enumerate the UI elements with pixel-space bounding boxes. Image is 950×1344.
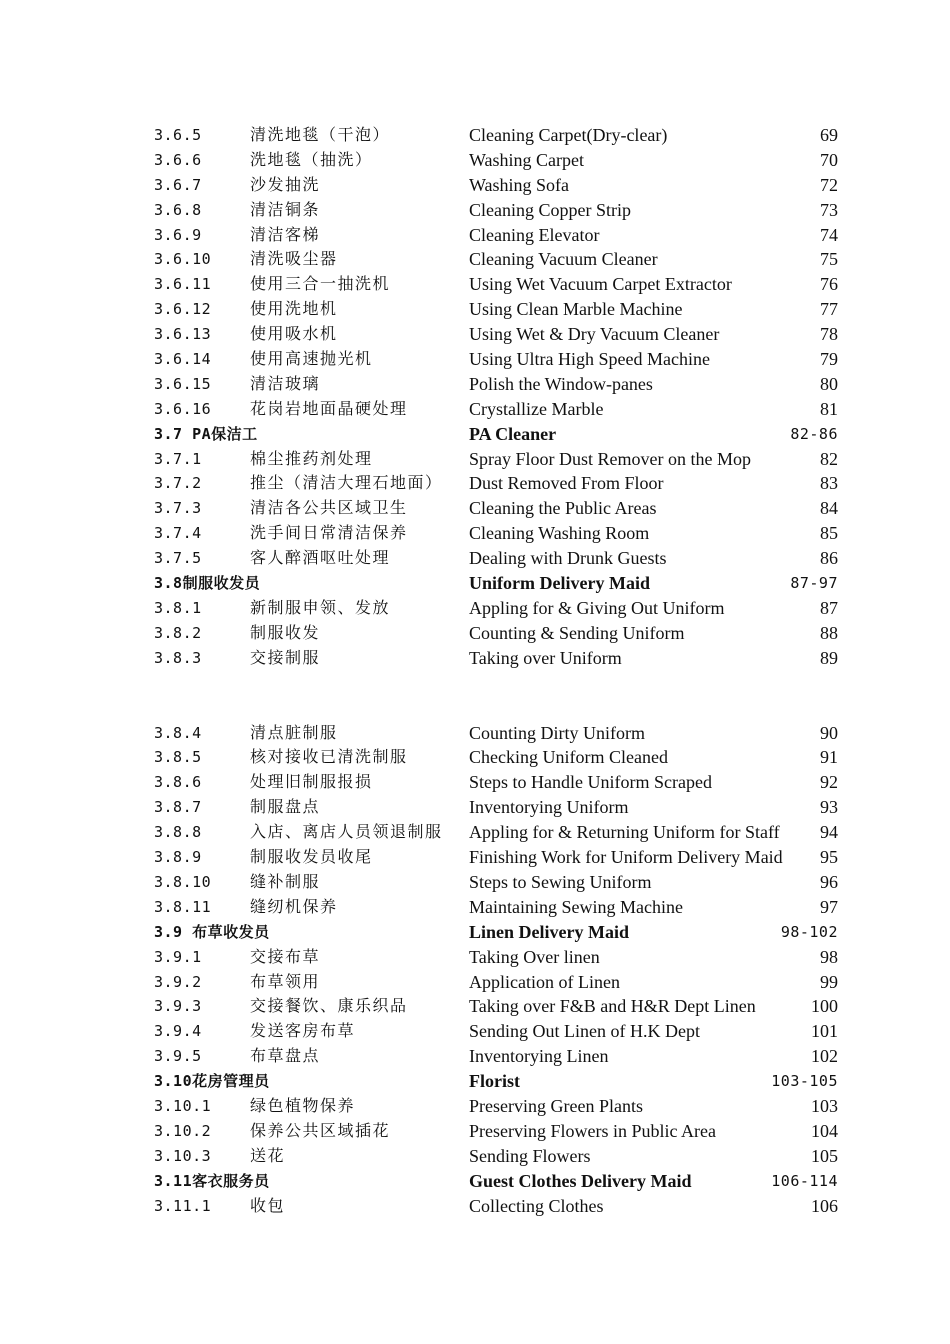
- toc-entry-chinese-title: 洗地毯（抽洗）: [250, 149, 373, 169]
- page-gap: [0, 671, 950, 721]
- toc-entry-chinese-title: 布草盘点: [250, 1046, 321, 1066]
- toc-entry-english-title: Washing Carpet: [469, 149, 585, 170]
- toc-entry-english-title: Cleaning Vacuum Cleaner: [469, 249, 658, 270]
- toc-entry-english-title: Steps to Sewing Uniform: [469, 871, 652, 892]
- toc-entry-number: 3.7.3: [154, 499, 202, 518]
- toc-entry: [0, 646, 950, 671]
- toc-entry-english-title: Taking over Uniform: [469, 647, 622, 668]
- toc-entry-page: 93: [820, 797, 838, 818]
- toc-entry-page: 82: [820, 448, 838, 469]
- toc-entry: [0, 970, 950, 995]
- toc-entry-number: 3.9 布草收发员: [154, 922, 270, 941]
- toc-entry: [0, 1044, 950, 1069]
- toc-entry: [0, 297, 950, 322]
- toc-entry-page: 106-114: [771, 1171, 838, 1190]
- toc-entry-chinese-title: 清洁客梯: [250, 224, 321, 244]
- toc-entry-chinese-title: 制服盘点: [250, 797, 321, 817]
- toc-entry-chinese-title: 沙发抽洗: [250, 174, 321, 194]
- toc-entry: [0, 123, 950, 148]
- toc-entry-page: 88: [820, 622, 838, 643]
- toc-entry-number: 3.8制服收发员: [154, 574, 261, 593]
- toc-entry-chinese-title: 清洗吸尘器: [250, 249, 338, 269]
- toc-entry: [0, 770, 950, 795]
- toc-entry-page: 100: [811, 996, 838, 1017]
- toc-entry-english-title: Washing Sofa: [469, 174, 570, 195]
- toc-entry: [0, 994, 950, 1019]
- toc-entry-english-title: Crystallize Marble: [469, 398, 604, 419]
- toc-entry-number: 3.8.1: [154, 598, 202, 617]
- toc-entry: [0, 521, 950, 546]
- toc-section-heading: [0, 1169, 950, 1194]
- toc-entry-page: 98: [820, 946, 838, 967]
- toc-entry-english-title: Appling for & Returning Uniform for Staff: [469, 822, 780, 843]
- toc-entry-page: 106: [811, 1195, 838, 1216]
- toc-entry: [0, 397, 950, 422]
- toc-entry-english-title: Cleaning Elevator: [469, 224, 600, 245]
- toc-entry-chinese-title: 清洁各公共区域卫生: [250, 498, 408, 518]
- toc-entry: [0, 845, 950, 870]
- toc-entry-page: 75: [820, 249, 838, 270]
- toc-entry-number: 3.6.11: [154, 275, 212, 294]
- toc-entry-page: 95: [820, 847, 838, 868]
- toc-entry-page: 103-105: [771, 1072, 838, 1091]
- toc-entry-number: 3.10.3: [154, 1146, 212, 1165]
- toc-entry-chinese-title: 使用吸水机: [250, 324, 338, 344]
- toc-entry: [0, 596, 950, 621]
- toc-entry-page: 91: [820, 747, 838, 768]
- toc-entry: [0, 820, 950, 845]
- toc-entry-number: 3.10.1: [154, 1096, 212, 1115]
- toc-entry-number: 3.11客衣服务员: [154, 1171, 270, 1190]
- toc-entry-english-title: Counting Dirty Uniform: [469, 722, 645, 743]
- toc-entry-number: 3.10.2: [154, 1121, 212, 1140]
- toc-entry-english-title: Application of Linen: [469, 971, 620, 992]
- toc-entry-chinese-title: 洗手间日常清洁保养: [250, 523, 408, 543]
- toc-entry-chinese-title: 绿色植物保养: [250, 1095, 356, 1115]
- toc-section-heading: [0, 571, 950, 596]
- toc-section-heading: [0, 1069, 950, 1094]
- toc-entry-english-title: Dust Removed From Floor: [469, 473, 664, 494]
- toc-entry-page: 87-97: [790, 574, 838, 593]
- toc-entry-chinese-title: 核对接收已清洗制服: [250, 747, 408, 767]
- toc-entry-page: 72: [820, 174, 838, 195]
- toc-entry-page: 85: [820, 523, 838, 544]
- toc-entry: [0, 272, 950, 297]
- toc-entry-english-title: Maintaining Sewing Machine: [469, 896, 683, 917]
- toc-entry-english-title: Using Wet Vacuum Carpet Extractor: [469, 274, 732, 295]
- toc-entry-english-title: Sending Out Linen of H.K Dept: [469, 1021, 700, 1042]
- toc-entry-number: 3.9.3: [154, 997, 202, 1016]
- toc-entry-page: 74: [820, 224, 838, 245]
- toc-entry-chinese-title: 入店、离店人员领退制服: [250, 822, 443, 842]
- toc-entry-page: 73: [820, 199, 838, 220]
- toc-entry: [0, 870, 950, 895]
- toc-entry-chinese-title: 制服收发: [250, 622, 321, 642]
- toc-entry-english-title: Cleaning Washing Room: [469, 523, 650, 544]
- toc-entry-chinese-title: 制服收发员收尾: [250, 847, 373, 867]
- toc-entry: [0, 496, 950, 521]
- toc-entry-chinese-title: 清点脏制服: [250, 722, 338, 742]
- toc-entry-chinese-title: 收包: [250, 1195, 286, 1215]
- toc-entry-number: 3.9.4: [154, 1022, 202, 1041]
- toc-entry-page: 97: [820, 896, 838, 917]
- toc-entry-number: 3.6.5: [154, 126, 202, 144]
- toc-entry-english-title: Preserving Green Plants: [469, 1095, 643, 1116]
- toc-entry: [0, 372, 950, 397]
- toc-section-heading: [0, 422, 950, 447]
- toc-entry: [0, 895, 950, 920]
- toc-entry-page: 105: [811, 1145, 838, 1166]
- toc-entry-number: 3.7.5: [154, 549, 202, 568]
- toc-entry-english-title: Inventorying Linen: [469, 1046, 609, 1067]
- toc-entry-english-title: Using Clean Marble Machine: [469, 299, 683, 320]
- toc-entry-english-title: Linen Delivery Maid: [469, 921, 629, 942]
- toc-entry-chinese-title: 清洗地毯（干泡）: [250, 125, 391, 144]
- toc-entry-chinese-title: 推尘（清洁大理石地面）: [250, 473, 443, 493]
- toc-entry-number: 3.6.8: [154, 200, 202, 219]
- toc-entry-page: 104: [811, 1120, 838, 1141]
- toc-entry-number: 3.7.1: [154, 449, 202, 468]
- toc-entry-page: 94: [820, 822, 838, 843]
- toc-entry-english-title: Counting & Sending Uniform: [469, 622, 685, 643]
- toc-entry-page: 90: [820, 722, 838, 743]
- toc-entry-page: 99: [820, 971, 838, 992]
- toc-entry-number: 3.8.3: [154, 648, 202, 667]
- toc-entry-english-title: Cleaning Copper Strip: [469, 199, 631, 220]
- toc-entry-number: 3.8.2: [154, 623, 202, 642]
- toc-entry-number: 3.6.12: [154, 300, 212, 319]
- toc-entry-english-title: Taking over F&B and H&R Dept Linen: [469, 996, 756, 1017]
- toc-entry-page: 83: [820, 473, 838, 494]
- toc-entry-page: 89: [820, 647, 838, 668]
- toc-entry-number: 3.11.1: [154, 1196, 212, 1215]
- toc-entry-number: 3.8.5: [154, 748, 202, 767]
- toc-entry-page: 98-102: [780, 922, 838, 941]
- toc-section-heading: [0, 920, 950, 945]
- toc-entry-page: 77: [820, 299, 838, 320]
- toc-entry: [0, 945, 950, 970]
- toc-entry-page: 101: [811, 1021, 838, 1042]
- toc-entry: [0, 745, 950, 770]
- toc-entry-chinese-title: 清洁铜条: [250, 199, 321, 219]
- toc-entry: [0, 546, 950, 571]
- toc-entry-chinese-title: 花岗岩地面晶硬处理: [250, 398, 408, 418]
- toc-entry-chinese-title: 发送客房布草: [250, 1021, 356, 1041]
- toc-entry: [0, 471, 950, 496]
- toc-entry-chinese-title: 交接餐饮、康乐织品: [250, 996, 408, 1016]
- toc-entry-number: 3.8.4: [154, 723, 202, 742]
- toc-entry-english-title: Using Ultra High Speed Machine: [469, 349, 710, 370]
- toc-entry-number: 3.10花房管理员: [154, 1072, 270, 1091]
- toc-entry-number: 3.6.10: [154, 250, 212, 269]
- toc-entry-english-title: Using Wet & Dry Vacuum Cleaner: [469, 324, 720, 345]
- toc-entry-english-title: Appling for & Giving Out Uniform: [469, 597, 725, 618]
- toc-entry-page: 87: [820, 597, 838, 618]
- toc-entry: [0, 447, 950, 472]
- toc-entry-page: 78: [820, 324, 838, 345]
- toc-entry-number: 3.8.10: [154, 872, 212, 891]
- toc-entry-chinese-title: 布草领用: [250, 971, 321, 991]
- toc-entry-page: 96: [820, 871, 838, 892]
- toc-entry-chinese-title: 送花: [250, 1145, 286, 1165]
- toc-entry-chinese-title: 棉尘推药剂处理: [250, 448, 373, 468]
- toc-entry: [0, 721, 950, 746]
- toc-entry-number: 3.6.7: [154, 175, 202, 194]
- toc-entry-chinese-title: 新制服申领、发放: [250, 597, 391, 617]
- toc-entry-english-title: Finishing Work for Uniform Delivery Maid: [469, 847, 783, 868]
- toc-entry-number: 3.6.13: [154, 325, 212, 344]
- toc-entry-number: 3.8.9: [154, 848, 202, 867]
- toc-entry: [0, 1094, 950, 1119]
- toc-entry-english-title: Checking Uniform Cleaned: [469, 747, 668, 768]
- toc-entry-page: 79: [820, 349, 838, 370]
- toc-entry-number: 3.7.2: [154, 474, 202, 493]
- table-of-contents: [0, 123, 950, 1218]
- toc-entry-english-title: Sending Flowers: [469, 1145, 591, 1166]
- toc-entry-english-title: Dealing with Drunk Guests: [469, 548, 667, 569]
- toc-entry-number: 3.8.6: [154, 773, 202, 792]
- toc-entry: [0, 1144, 950, 1169]
- toc-entry: [0, 1019, 950, 1044]
- toc-entry-page: 102: [811, 1046, 838, 1067]
- toc-entry-english-title: Inventorying Uniform: [469, 797, 629, 818]
- toc-entry: [0, 1119, 950, 1144]
- toc-entry-chinese-title: 缝纫机保养: [250, 896, 338, 916]
- toc-entry-english-title: Taking Over linen: [469, 946, 600, 967]
- toc-entry-number: 3.6.14: [154, 350, 212, 369]
- toc-entry-number: 3.9.5: [154, 1047, 202, 1066]
- toc-entry-page: 82-86: [790, 424, 838, 443]
- toc-entry-page: 69: [820, 125, 838, 145]
- toc-entry-chinese-title: 缝补制服: [250, 871, 321, 891]
- toc-entry-chinese-title: 清洁玻璃: [250, 373, 321, 393]
- toc-entry-number: 3.9.1: [154, 947, 202, 966]
- toc-entry-english-title: Collecting Clothes: [469, 1195, 604, 1216]
- toc-entry: [0, 247, 950, 272]
- toc-entry-number: 3.6.9: [154, 225, 202, 244]
- toc-entry-english-title: Preserving Flowers in Public Area: [469, 1120, 716, 1141]
- toc-entry-english-title: Spray Floor Dust Remover on the Mop: [469, 448, 751, 469]
- toc-group-1: [0, 123, 950, 671]
- toc-entry: [0, 322, 950, 347]
- toc-entry-number: 3.7.4: [154, 524, 202, 543]
- toc-entry-page: 92: [820, 772, 838, 793]
- toc-entry-number: 3.9.2: [154, 972, 202, 991]
- toc-entry-chinese-title: 处理旧制服报损: [250, 772, 373, 792]
- toc-entry-english-title: Uniform Delivery Maid: [469, 573, 650, 594]
- toc-entry-english-title: Polish the Window-panes: [469, 373, 653, 394]
- toc-entry-english-title: Cleaning Carpet(Dry-clear): [469, 125, 668, 145]
- toc-entry: [0, 795, 950, 820]
- toc-entry: [0, 1194, 950, 1219]
- toc-entry-english-title: Guest Clothes Delivery Maid: [469, 1170, 692, 1191]
- toc-entry-number: 3.6.6: [154, 150, 202, 169]
- toc-entry-english-title: PA Cleaner: [469, 423, 557, 444]
- toc-entry-page: 84: [820, 498, 838, 519]
- toc-entry-number: 3.8.8: [154, 823, 202, 842]
- toc-entry-chinese-title: 使用洗地机: [250, 299, 338, 319]
- toc-entry: [0, 347, 950, 372]
- toc-entry-chinese-title: 保养公共区域插花: [250, 1120, 391, 1140]
- toc-entry: [0, 173, 950, 198]
- toc-entry-number: 3.7 PA保洁工: [154, 424, 258, 443]
- toc-entry-english-title: Florist: [469, 1071, 520, 1092]
- toc-entry: [0, 223, 950, 248]
- toc-entry: [0, 621, 950, 646]
- toc-entry: [0, 198, 950, 223]
- toc-entry-number: 3.8.11: [154, 897, 212, 916]
- toc-entry: [0, 148, 950, 173]
- toc-entry-page: 86: [820, 548, 838, 569]
- toc-entry-chinese-title: 交接布草: [250, 946, 321, 966]
- toc-entry-number: 3.6.15: [154, 374, 212, 393]
- toc-entry-number: 3.8.7: [154, 798, 202, 817]
- toc-entry-english-title: Cleaning the Public Areas: [469, 498, 657, 519]
- toc-entry-page: 70: [820, 149, 838, 170]
- toc-entry-chinese-title: 交接制服: [250, 647, 321, 667]
- toc-group-2: [0, 721, 950, 1219]
- toc-entry-chinese-title: 使用三合一抽洗机: [250, 274, 391, 294]
- toc-entry-page: 76: [820, 274, 838, 295]
- toc-entry-chinese-title: 客人醉酒呕吐处理: [250, 548, 391, 568]
- toc-entry-number: 3.6.16: [154, 399, 212, 418]
- toc-entry-page: 80: [820, 373, 838, 394]
- toc-entry-english-title: Steps to Handle Uniform Scraped: [469, 772, 712, 793]
- toc-entry-chinese-title: 使用高速抛光机: [250, 349, 373, 369]
- toc-entry-page: 81: [820, 398, 838, 419]
- toc-entry-page: 103: [811, 1095, 838, 1116]
